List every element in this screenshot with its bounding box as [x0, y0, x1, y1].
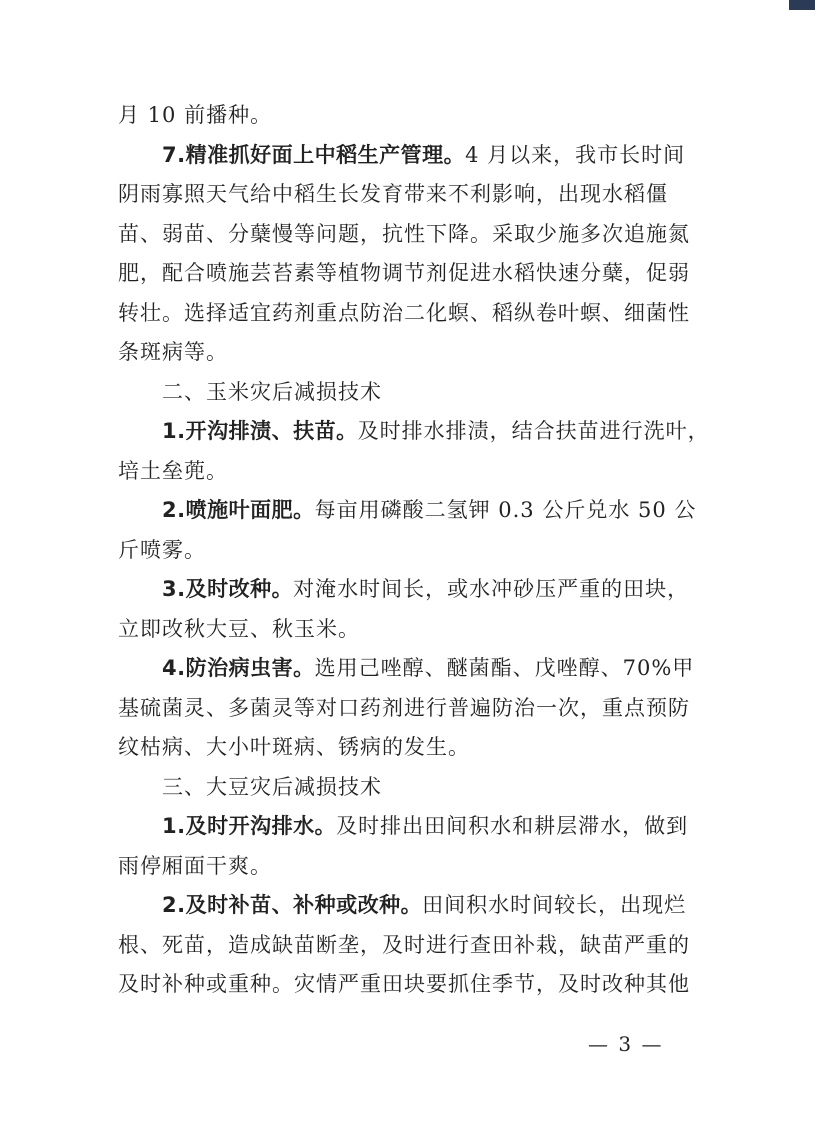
text-line: 7.精准抓好面上中稻生产管理。4 月以来，我市长时间 [162, 142, 686, 167]
bold-lead: 1.开沟排渍、扶苗。 [162, 419, 358, 443]
text-line: 阴雨寡照天气给中稻生长发育带来不利影响，出现水稻僵 [118, 182, 668, 206]
text-line: 转壮。选择适宜药剂重点防治二化螟、稻纵卷叶螟、细菌性 [118, 300, 690, 325]
bold-lead: 1.及时开沟排水。 [162, 814, 337, 838]
text-line: 1.及时开沟排水。及时排出田间积水和耕层滞水，做到 [162, 814, 689, 838]
section-heading: 三、大豆灾后减损技术 [162, 774, 382, 799]
text-line: 条斑病等。 [118, 340, 228, 364]
bold-lead: 3.及时改种。 [162, 577, 294, 601]
document-body [118, 96, 710, 1005]
bold-lead: 2.喷施叶面肥。 [162, 498, 315, 522]
text-line: 2.喷施叶面肥。每亩用磷酸二氢钾 0.3 公斤兑水 50 公 [162, 498, 697, 522]
text-line: 月 10 前播种。 [118, 103, 273, 127]
text-line: 基硫菌灵、多菌灵等对口药剂进行普遍防治一次，重点预防 [118, 695, 690, 720]
text-line: 3.及时改种。对淹水时间长，或水冲砂压严重的田块， [162, 577, 690, 601]
text-line: 及时补种或重种。灾情严重田块要抓住季节，及时改种其他 [118, 972, 690, 996]
text-line: 2.及时补苗、补种或改种。田间积水时间较长，出现烂 [162, 893, 687, 917]
bold-lead: 2.及时补苗、补种或改种。 [162, 893, 423, 917]
text-line: 立即改秋大豆、秋玉米。 [118, 616, 360, 641]
page-number: — 3 — [588, 1032, 664, 1056]
section-heading: 二、玉米灾后减损技术 [162, 379, 382, 404]
text-line: 1.开沟排渍、扶苗。及时排水排渍，结合扶苗进行洗叶， [162, 419, 710, 443]
text-line: 雨停厢面干爽。 [118, 853, 272, 878]
text-line: 纹枯病、大小叶斑病、锈病的发生。 [118, 735, 470, 759]
bold-lead: 7.精准抓好面上中稻生产管理。 [162, 142, 466, 167]
text-line: 肥，配合喷施芸苔素等植物调节剂促进水稻快速分蘖，促弱 [118, 261, 690, 285]
text-line: 根、死苗，造成缺苗断垄，及时进行查田补栽，缺苗严重的 [118, 932, 690, 957]
text-line: 培土垒蔸。 [118, 458, 228, 483]
text-line: 斤喷雾。 [118, 537, 206, 562]
corner-mark [789, 0, 815, 10]
text-line: 4.防治病虫害。选用己唑醇、醚菌酯、戊唑醇、70%甲 [162, 656, 695, 680]
bold-lead: 4.防治病虫害。 [162, 656, 315, 680]
text-line: 苗、弱苗、分蘖慢等问题，抗性下降。采取少施多次追施氮 [118, 221, 690, 246]
